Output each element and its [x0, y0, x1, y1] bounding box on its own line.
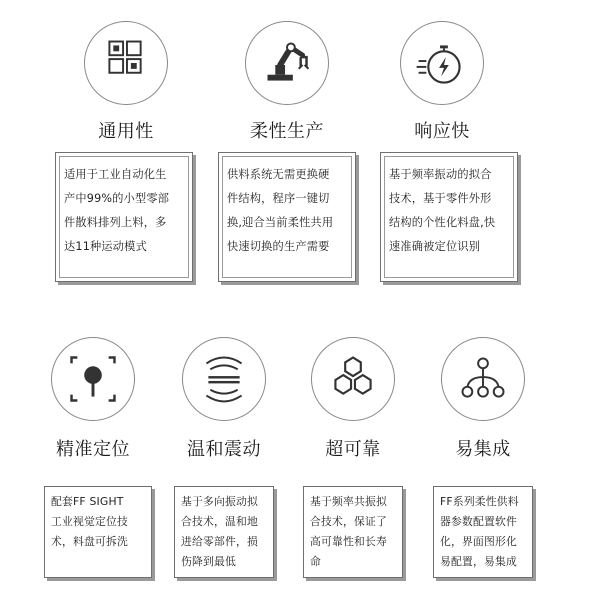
target-pin-icon	[51, 337, 135, 421]
network-tree-icon	[441, 337, 525, 421]
feature-title: 精准定位	[56, 439, 130, 460]
feature-description-card	[44, 486, 152, 578]
feature-description-card	[303, 486, 403, 578]
feature-description-card	[218, 152, 356, 282]
feature-description: FF系列柔性供料 器参数配置软件 化，界面图形化 易配置，易集成	[440, 495, 519, 568]
feature-description: 适用于工业自动化生 产中99%的小型零部 件散料排列上料，多 达11种运动模式	[64, 168, 170, 253]
feature-description-card	[174, 486, 274, 578]
feature-title: 易集成	[455, 439, 511, 460]
feature-description-card	[380, 152, 518, 282]
feature-title: 超可靠	[325, 439, 381, 460]
hexagons-icon	[311, 337, 395, 421]
feature-description-card	[433, 486, 533, 578]
grid-squares-icon	[84, 21, 168, 105]
feature-description: 基于频率共振拟 合技术，保证了 高可靠性和长寿 命	[310, 495, 387, 568]
feature-description: 基于多向振动拟 合技术，温和地 进给零部件，损 伤降到最低	[181, 495, 258, 568]
stopwatch-bolt-icon	[400, 21, 484, 105]
vibration-wave-icon	[182, 337, 266, 421]
feature-description: 供料系统无需更换硬 件结构，程序一键切 换,迎合当前柔性共用 快速切换的生产需要	[227, 168, 334, 253]
feature-title: 响应快	[414, 121, 470, 142]
feature-title: 温和震动	[187, 439, 261, 460]
feature-description: 基于频率振动的拟合 技术，基于零件外形 结构的个性化料盘,快 速准确被定位识别	[389, 168, 496, 253]
feature-title: 通用性	[98, 121, 154, 142]
feature-description-card	[55, 152, 193, 282]
feature-description: 配套FF SIGHT 工业视觉定位技 术，料盘可拆洗	[51, 495, 128, 548]
robot-arm-icon	[245, 21, 329, 105]
feature-title: 柔性生产	[250, 121, 324, 142]
